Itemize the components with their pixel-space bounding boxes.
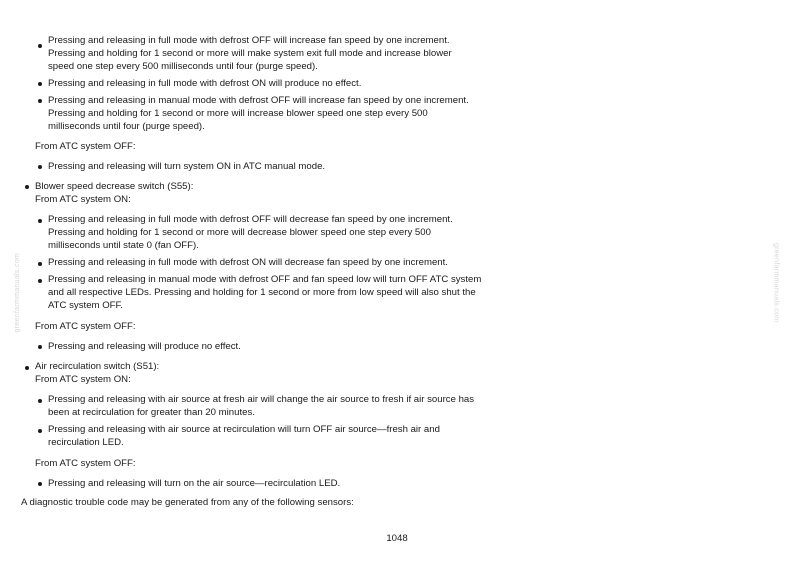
bullet-dot (38, 262, 42, 266)
list-item-line: Pressing and holding for 1 second or more will increase blower speed one step every 500 (48, 108, 428, 119)
list-item-line: and all respective LEDs. Pressing and holding for 1 second or more from low speed will also shut the (48, 287, 476, 298)
list-item-line: Pressing and releasing in full mode with defrost ON will decrease fan speed by one increment. (48, 257, 448, 268)
list-item-line: Pressing and releasing will produce no effect. (48, 341, 241, 352)
list-item-line: Pressing and releasing with air source at recirculation will turn OFF air source—fresh air and (48, 424, 440, 435)
bullet-dot (38, 399, 42, 403)
section-heading: From ATC system ON: (35, 374, 131, 385)
list-item-line: Pressing and releasing with air source at fresh air will change the air source to fresh if air source has (48, 394, 475, 405)
list-item-line: Pressing and releasing in full mode with defrost ON will produce no effect. (48, 78, 362, 89)
bullet-dot (38, 44, 42, 48)
bullet-dot (25, 366, 29, 370)
section-heading: From ATC system OFF: (35, 321, 136, 332)
closing-paragraph: A diagnostic trouble code may be generated from any of the following sensors: (21, 497, 354, 508)
section-heading: From ATC system ON: (35, 194, 131, 205)
section-title: Air recirculation switch (S51): (35, 361, 160, 372)
bullet-dot (38, 99, 42, 103)
bullet-dot (38, 82, 42, 86)
list-item-line: milliseconds until state 0 (fan OFF). (48, 240, 199, 251)
list-item-line: Pressing and releasing will turn system ON in ATC manual mode. (48, 161, 326, 172)
bullet-dot (38, 482, 42, 486)
list-item-line: Pressing and holding for 1 second or more will make system exit full mode and increase blower (48, 48, 452, 59)
list-item-line: Pressing and releasing in full mode with defrost OFF will decrease fan speed by one increment. (48, 214, 453, 225)
list-item-line: been at recirculation for greater than 20 minutes. (48, 407, 255, 418)
list-item-line: milliseconds until four (purge speed). (48, 121, 205, 132)
page-number: 1048 (386, 533, 408, 544)
bullet-dot (25, 185, 29, 189)
watermark-left: greenfarmmanuals.com (14, 252, 22, 333)
list-item-line: recirculation LED. (48, 437, 124, 448)
bullet-dot (38, 345, 42, 349)
bullet-dot (38, 165, 42, 169)
list-item-line: Pressing and releasing in full mode with defrost OFF will increase fan speed by one increment. (48, 35, 450, 46)
list-item-line: Pressing and releasing in manual mode with defrost OFF and fan speed low will turn OFF ATC system (48, 274, 482, 285)
section-title: Blower speed decrease switch (S55): (35, 181, 194, 192)
list-item-line: Pressing and holding for 1 second or more will decrease blower speed one step every 500 (48, 227, 431, 238)
watermark-right: greenfarmmanuals.com (772, 242, 780, 323)
section-heading: From ATC system OFF: (35, 141, 136, 152)
bullet-dot (38, 279, 42, 283)
list-item-line: ATC system OFF. (48, 300, 123, 311)
bullet-dot (38, 429, 42, 433)
list-item-line: Pressing and releasing in manual mode with defrost OFF will increase fan speed by one increment. (48, 95, 469, 106)
bullet-dot (38, 219, 42, 223)
list-item-line: Pressing and releasing will turn on the air source—recirculation LED. (48, 478, 341, 489)
list-item-line: speed one step every 500 milliseconds until four (purge speed). (48, 61, 318, 72)
section-heading: From ATC system OFF: (35, 458, 136, 469)
